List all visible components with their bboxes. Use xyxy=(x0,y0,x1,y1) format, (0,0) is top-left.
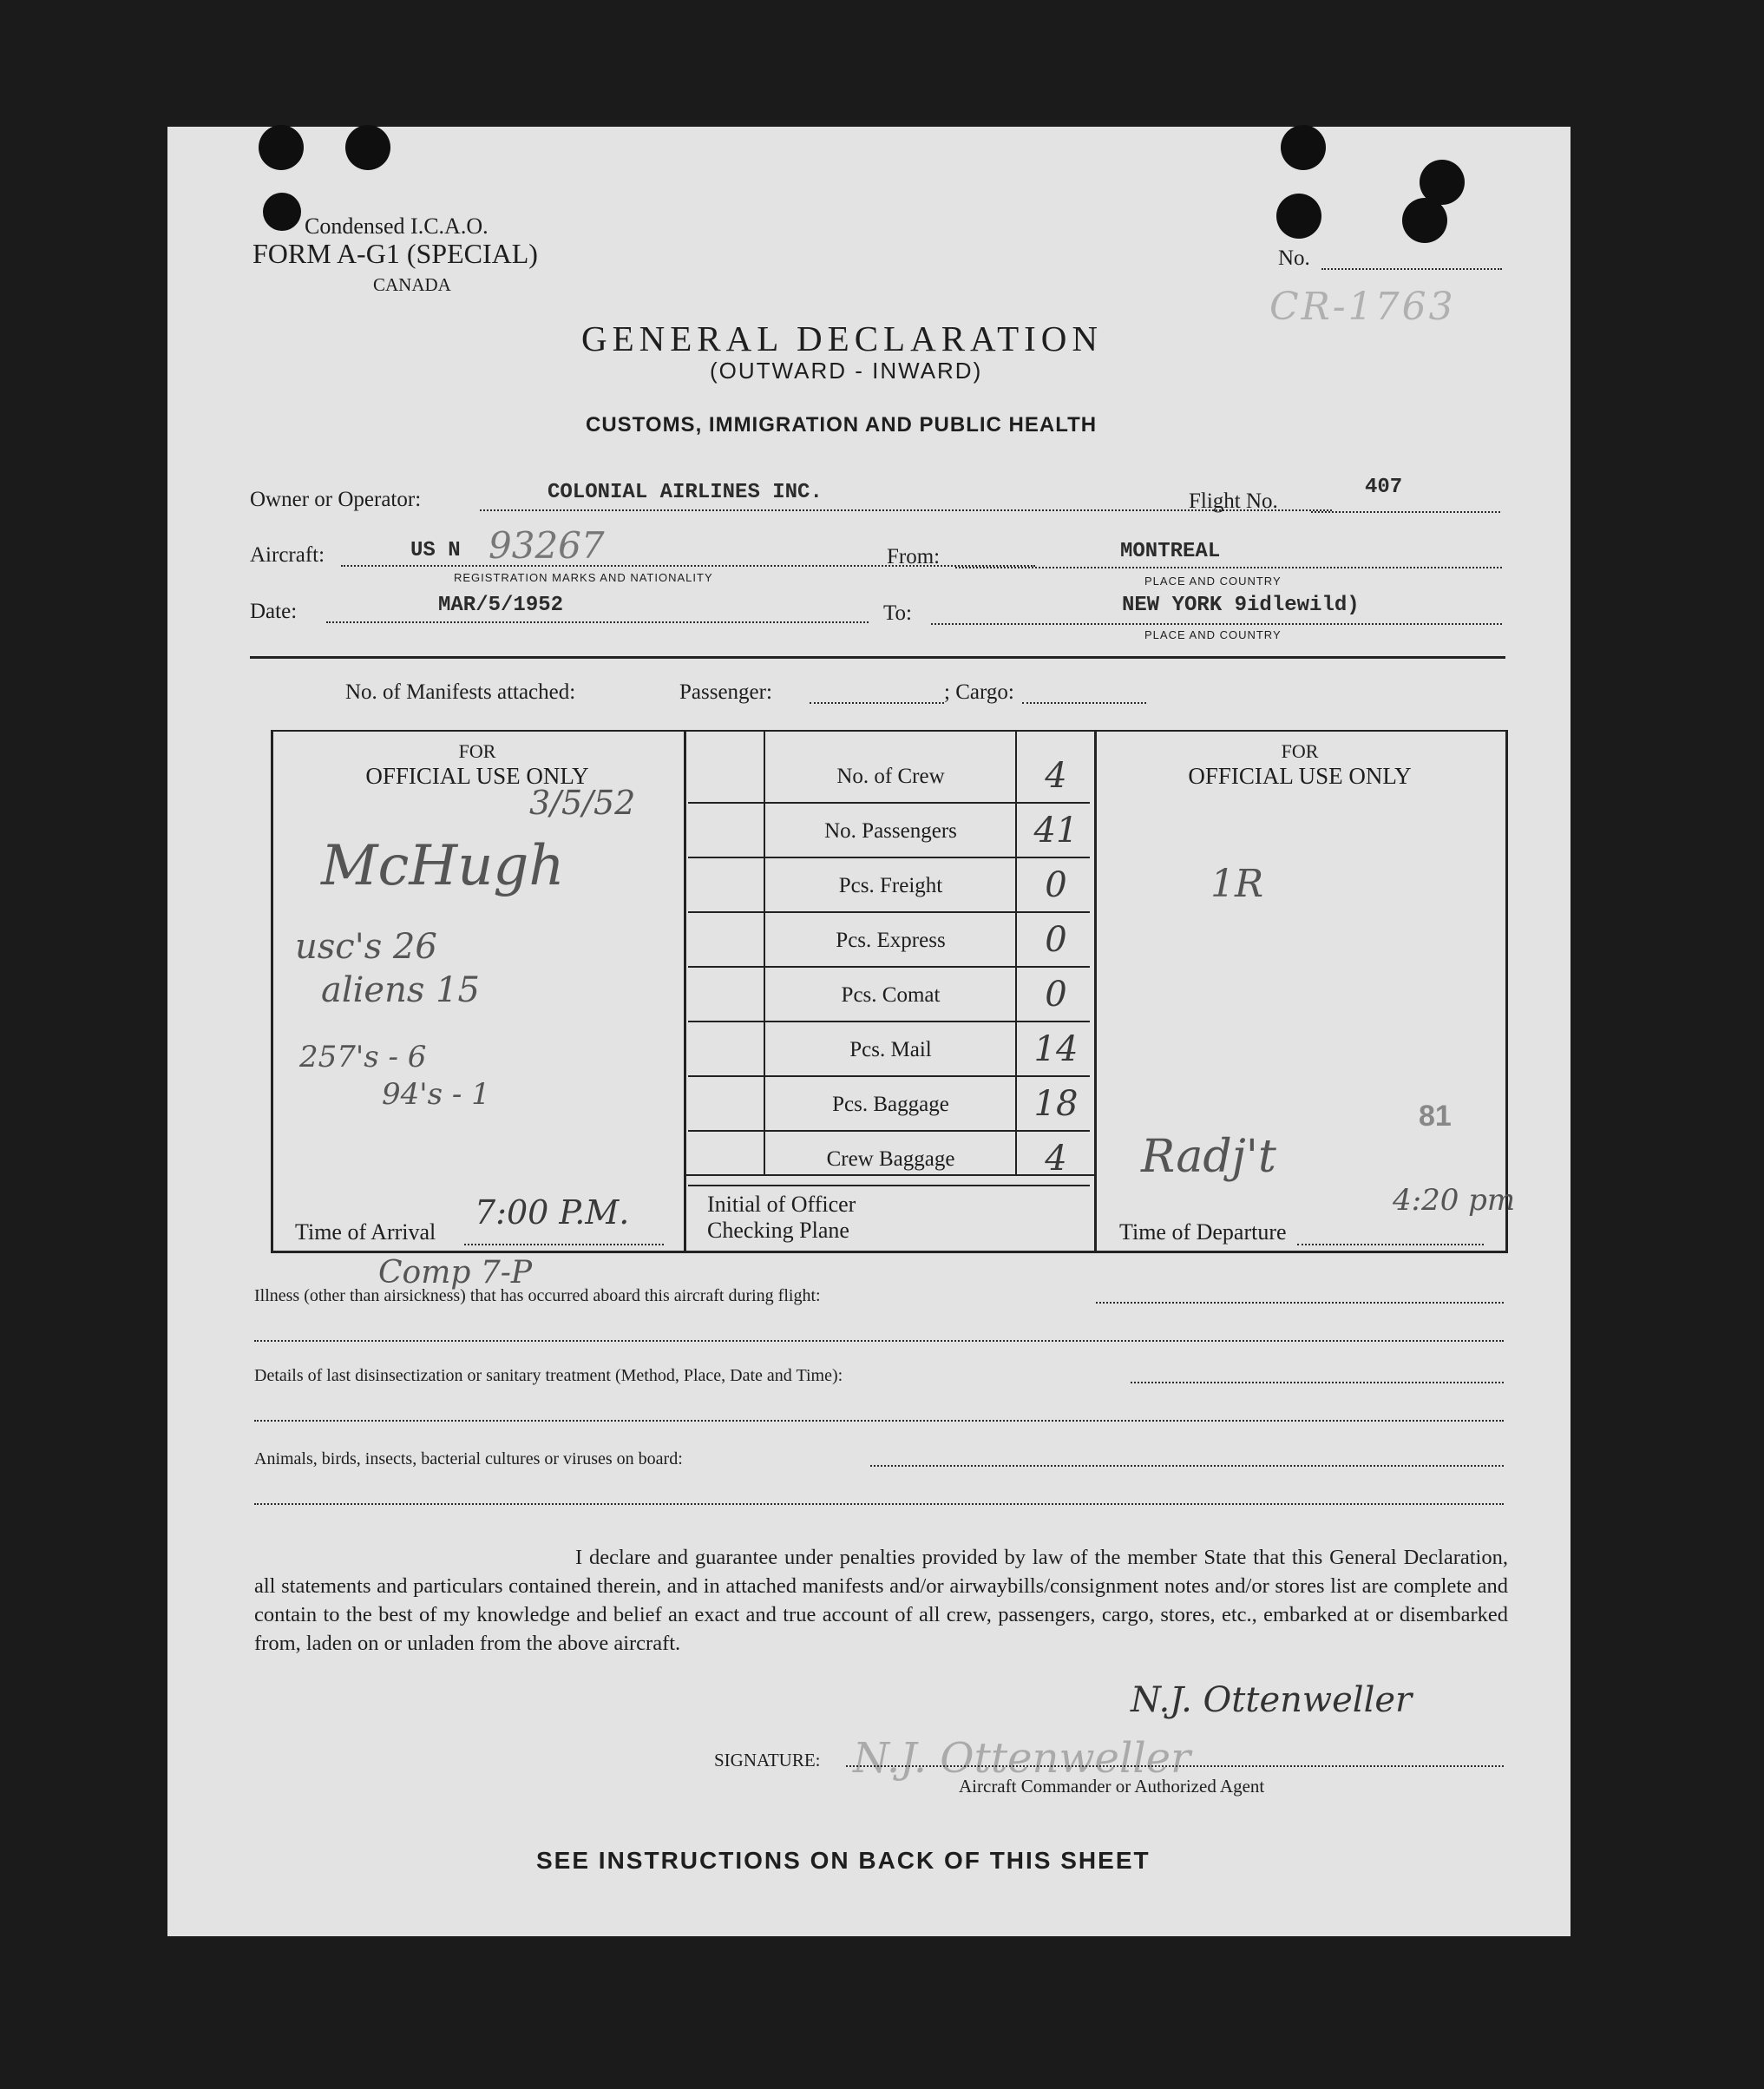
left-note-94: 94's - 1 xyxy=(382,1077,490,1112)
right-heading-1: FOR xyxy=(1281,740,1319,762)
row-label: Pcs. Freight xyxy=(838,874,943,897)
time-of-departure-label: Time of Departure xyxy=(1119,1219,1287,1245)
box-divider-values xyxy=(1015,732,1017,1174)
right-number: 81 xyxy=(1419,1100,1452,1133)
time-of-arrival-value: 7:00 P.M. xyxy=(475,1193,630,1232)
left-note-officer: McHugh xyxy=(321,834,565,898)
from-value: MONTREAL xyxy=(1120,540,1221,563)
punch-hole xyxy=(345,125,390,170)
time-of-departure-field xyxy=(1297,1244,1484,1245)
registration-caption: REGISTRATION MARKS AND NATIONALITY xyxy=(454,571,713,584)
signature-faint-impression: N.J. Ottenweller xyxy=(853,1734,1191,1783)
form-line-1: Condensed I.C.A.O. xyxy=(305,213,489,239)
flight-no-value: 407 xyxy=(1365,476,1403,499)
owner-value: COLONIAL AIRLINES INC. xyxy=(548,481,823,504)
to-field xyxy=(931,623,1502,625)
row-value: 4 xyxy=(1045,756,1067,796)
right-signature: Radj't xyxy=(1141,1131,1276,1183)
row-divider xyxy=(688,966,1090,968)
signature-caption: Aircraft Commander or Authorized Agent xyxy=(959,1776,1265,1797)
row-value: 18 xyxy=(1033,1084,1079,1124)
footer-instructions: SEE INSTRUCTIONS ON BACK OF THIS SHEET xyxy=(536,1847,1151,1874)
manifests-passenger-label: Passenger: xyxy=(679,680,772,704)
left-note-citizens: usc's 26 xyxy=(295,927,437,967)
illness-label: Illness (other than airsickness) that has occurred aboard this aircraft during flight: xyxy=(254,1286,821,1305)
row-label: No. Passengers xyxy=(824,819,957,843)
punch-hole xyxy=(263,193,301,231)
officer-initial-label-2: Checking Plane xyxy=(707,1218,849,1243)
row-value: 0 xyxy=(1045,865,1067,905)
subheading: CUSTOMS, IMMIGRATION AND PUBLIC HEALTH xyxy=(586,413,1098,437)
flight-no-field xyxy=(1311,511,1500,513)
row-label: Pcs. Comat xyxy=(841,983,941,1007)
left-heading-1: FOR xyxy=(458,740,496,762)
header-divider xyxy=(250,656,1505,659)
declaration-text: I declare and guarantee under penalties provided by law of the member State that this General Declaration, all statements and particulars contained therein, and in attached manifests and/or airwaybills/consignment notes and/or stores list are complete and contain to the best of my knowledge and belief an exact and true account of all crew, passengers, cargo, stores, etc., embarked at or disembarked from, laden on or unladen from the above aircraft. xyxy=(254,1546,1508,1655)
no-field xyxy=(1321,268,1502,270)
punch-hole xyxy=(1281,125,1326,170)
departure-note: 4:20 pm xyxy=(1393,1183,1516,1218)
punch-hole xyxy=(1276,194,1321,239)
page-title: GENERAL DECLARATION xyxy=(581,319,1104,358)
right-note: 1R xyxy=(1210,862,1264,906)
animals-label: Animals, birds, insects, bacterial cultures or viruses on board: xyxy=(254,1449,683,1468)
from-field xyxy=(955,567,1502,568)
date-field xyxy=(326,621,869,623)
manifests-cargo-field xyxy=(1022,702,1146,704)
form-sheet xyxy=(167,127,1571,1936)
signature-field xyxy=(846,1765,1504,1767)
no-handwritten: CR-1763 xyxy=(1269,285,1456,329)
row-label: Pcs. Baggage xyxy=(832,1093,949,1116)
disinsectization-label: Details of last disinsectization or sanitary treatment (Method, Place, Date and Time): xyxy=(254,1366,843,1385)
box-divider-right xyxy=(1094,732,1097,1251)
manifests-label: No. of Manifests attached: xyxy=(345,680,576,704)
animals-field-line-2 xyxy=(254,1503,1504,1505)
disinsectization-field xyxy=(1131,1382,1504,1383)
page-subtitle: (OUTWARD - INWARD) xyxy=(710,358,983,384)
animals-field xyxy=(870,1465,1504,1467)
row-label: Pcs. Mail xyxy=(849,1038,932,1061)
illness-field xyxy=(1096,1302,1504,1304)
row-label: No. of Crew xyxy=(836,765,945,788)
row-value: 41 xyxy=(1033,811,1079,851)
from-caption: PLACE AND COUNTRY xyxy=(1144,575,1282,588)
row-value: 4 xyxy=(1045,1139,1067,1179)
row-divider xyxy=(688,911,1090,913)
row-value: 0 xyxy=(1045,920,1067,960)
box-divider-initials xyxy=(764,732,765,1174)
row-divider xyxy=(688,1130,1090,1132)
box-divider-left xyxy=(684,732,686,1251)
row-value: 0 xyxy=(1045,975,1067,1015)
official-box xyxy=(271,730,1516,1253)
aircraft-label: Aircraft: xyxy=(250,543,325,567)
signature-handwritten: N.J. Ottenweller xyxy=(1131,1680,1413,1720)
date-label: Date: xyxy=(250,600,298,623)
arrival-note: Comp 7-P xyxy=(378,1255,533,1291)
disinsectization-field-line-2 xyxy=(254,1420,1504,1422)
left-heading-2: OFFICIAL USE ONLY xyxy=(365,763,589,789)
punch-hole xyxy=(259,125,304,170)
row-divider xyxy=(688,857,1090,858)
aircraft-typed: US N xyxy=(410,539,461,562)
form-line-3: CANADA xyxy=(373,274,451,295)
row-value: 14 xyxy=(1033,1029,1079,1069)
form-line-2: FORM A-G1 (SPECIAL) xyxy=(252,238,538,269)
right-heading-2: OFFICIAL USE ONLY xyxy=(1188,763,1412,789)
aircraft-handwritten: 93267 xyxy=(489,524,605,567)
manifests-cargo-label: ; Cargo: xyxy=(944,680,1014,704)
flight-no-label: Flight No. xyxy=(1189,489,1278,513)
punch-hole xyxy=(1402,198,1447,243)
from-label: From: xyxy=(887,545,941,568)
time-of-arrival-label: Time of Arrival xyxy=(295,1219,436,1245)
row-label: Pcs. Express xyxy=(836,929,946,952)
row-divider xyxy=(688,1021,1090,1022)
to-caption: PLACE AND COUNTRY xyxy=(1144,628,1282,641)
left-note-257: 257's - 6 xyxy=(299,1040,427,1074)
time-of-arrival-field xyxy=(464,1244,664,1245)
date-value: MAR/5/1952 xyxy=(438,594,564,617)
to-label: To: xyxy=(883,601,912,625)
to-value: NEW YORK 9idlewild) xyxy=(1122,594,1360,617)
officer-initial-label-1: Initial of Officer xyxy=(707,1192,856,1217)
row-divider xyxy=(688,1075,1090,1077)
no-label: No. xyxy=(1278,246,1310,270)
signature-label: SIGNATURE: xyxy=(714,1750,821,1770)
owner-label: Owner or Operator: xyxy=(250,488,422,511)
left-note-aliens: aliens 15 xyxy=(321,970,481,1010)
row-divider xyxy=(688,802,1090,804)
illness-field-line-2 xyxy=(254,1340,1504,1342)
row-label: Crew Baggage xyxy=(826,1147,955,1171)
left-note-date: 3/5/52 xyxy=(529,784,636,822)
manifests-passenger-field xyxy=(810,702,944,704)
row-divider xyxy=(688,1185,1090,1186)
